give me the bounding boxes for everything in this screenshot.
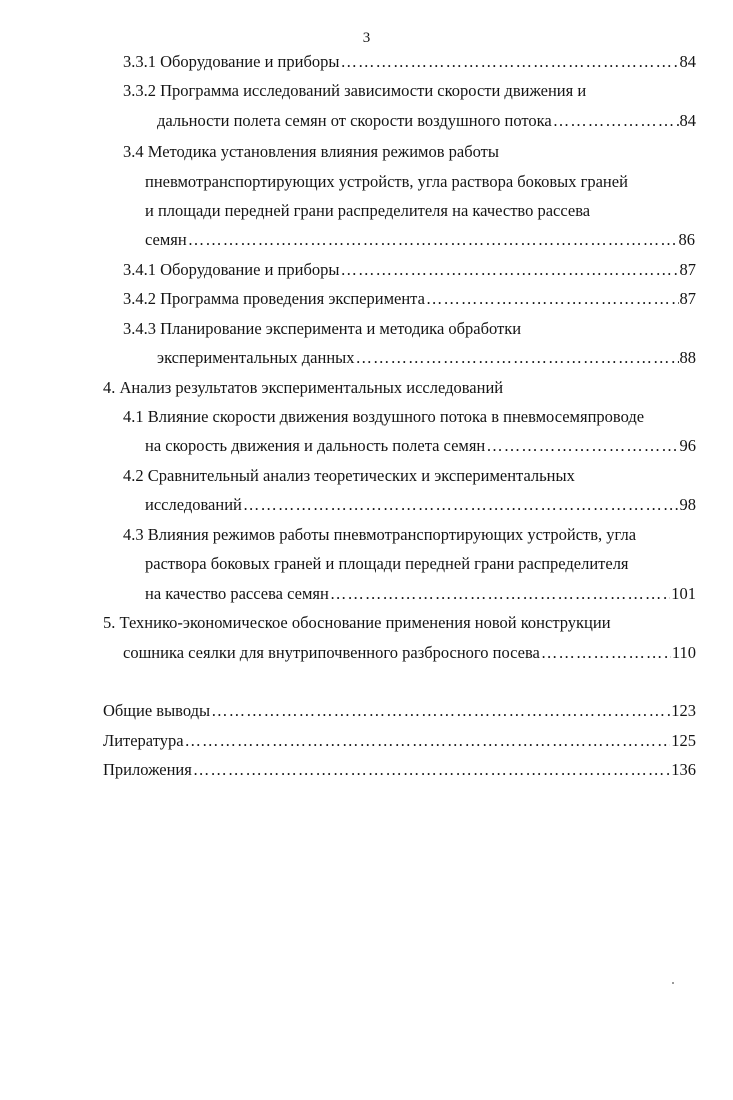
toc-leader-dots <box>188 230 678 250</box>
toc-leader-dots <box>355 348 678 368</box>
toc-entry-3-4[interactable] <box>145 230 695 250</box>
toc-entry-3-4-1[interactable] <box>123 260 696 280</box>
toc-chapter-5-line1[interactable]: 5. Технико-экономическое обоснование применения новой конструкции <box>103 613 611 632</box>
toc-chapter-4[interactable]: 4. Анализ результатов экспериментальных исследований <box>103 378 504 397</box>
toc-leader-dots <box>541 643 671 663</box>
toc-entry-page: 123 <box>671 701 696 720</box>
toc-entry-page: 86 <box>678 230 695 249</box>
toc-entry-page: 110 <box>671 643 696 662</box>
toc-entry-page: 98 <box>679 495 696 514</box>
toc-entry-title: 3.4.2 Программа проведения эксперимента <box>123 289 425 308</box>
toc-leader-dots <box>553 111 679 131</box>
toc-leader-dots <box>193 760 670 780</box>
toc-entry-page: 87 <box>679 260 696 279</box>
toc-entry-title: 3.4.1 Оборудование и приборы <box>123 260 340 279</box>
toc-leader-dots <box>340 260 678 280</box>
toc-entry-title: 3.3.1 Оборудование и приборы <box>123 52 340 71</box>
toc-entry-4-3[interactable] <box>145 584 696 604</box>
page-number: 3 <box>362 30 371 46</box>
toc-leader-dots <box>243 495 679 515</box>
toc-entry-page: 87 <box>679 289 696 308</box>
toc-entry-4-2[interactable] <box>145 495 696 515</box>
toc-entry-title: исследований <box>145 495 242 514</box>
toc-leader-dots <box>486 436 678 456</box>
toc-appendices[interactable] <box>103 760 696 780</box>
toc-entry-3-4-3-line1[interactable]: 3.4.3 Планирование эксперимента и методика обработки <box>123 319 522 338</box>
toc-literature[interactable] <box>103 731 696 751</box>
toc-entry-page: 101 <box>671 584 696 603</box>
toc-entry-4-3-line1[interactable]: 4.3 Влияния режимов работы пневмотранспортирующих устройств, угла <box>123 525 637 544</box>
toc-entry-page: 88 <box>679 348 696 367</box>
toc-entry-page: 96 <box>679 436 696 455</box>
toc-entry-page: 84 <box>679 52 696 71</box>
toc-leader-dots <box>185 731 671 751</box>
toc-entry-page: 125 <box>671 731 696 750</box>
toc-entry-title: экспериментальных данных <box>157 348 355 367</box>
toc-entry-3-4-line3[interactable]: и площади передней грани распределителя на качество рассева <box>145 201 591 220</box>
toc-entry-title: Общие выводы <box>103 701 211 720</box>
toc-leader-dots <box>340 52 678 72</box>
toc-entry-title: Литература <box>103 731 184 750</box>
scan-speck <box>672 982 674 984</box>
toc-conclusions[interactable] <box>103 701 696 721</box>
toc-entry-3-4-2[interactable] <box>123 289 696 309</box>
toc-entry-4-1-line1[interactable]: 4.1 Влияние скорости движения воздушного потока в пневмосемяпроводе <box>123 407 645 426</box>
toc-entry-title: на качество рассева семян <box>145 584 329 603</box>
toc-entry-3-3-1[interactable] <box>123 52 696 72</box>
toc-leader-dots <box>330 584 670 604</box>
toc-entry-title: семян <box>145 230 187 249</box>
toc-leader-dots <box>211 701 670 721</box>
toc-chapter-5[interactable] <box>123 643 696 663</box>
toc-entry-title: дальности полета семян от скорости воздушного потока <box>157 111 552 130</box>
toc-entry-4-3-line2[interactable]: раствора боковых граней и площади передней грани распределителя <box>145 554 629 573</box>
toc-entry-title: Приложения <box>103 760 192 779</box>
toc-entry-page: 136 <box>671 760 696 779</box>
toc-entry-4-2-line1[interactable]: 4.2 Сравнительный анализ теоретических и экспериментальных <box>123 466 575 485</box>
toc-entry-title: на скорость движения и дальность полета семян <box>145 436 486 455</box>
toc-leader-dots <box>426 289 679 309</box>
toc-entry-page: 84 <box>679 111 696 130</box>
toc-entry-title: сошника сеялки для внутрипочвенного разбросного посева <box>123 643 540 662</box>
toc-entry-3-3-2-line1[interactable]: 3.3.2 Программа исследований зависимости скорости движения и <box>123 81 587 100</box>
toc-entry-3-4-3[interactable] <box>157 348 696 368</box>
toc-entry-3-4-line1[interactable]: 3.4 Методика установления влияния режимов работы <box>123 142 499 161</box>
toc-entry-3-4-line2[interactable]: пневмотранспортирующих устройств, угла раствора боковых граней <box>145 172 628 191</box>
toc-entry-4-1[interactable] <box>145 436 696 456</box>
toc-entry-3-3-2[interactable] <box>157 111 696 131</box>
